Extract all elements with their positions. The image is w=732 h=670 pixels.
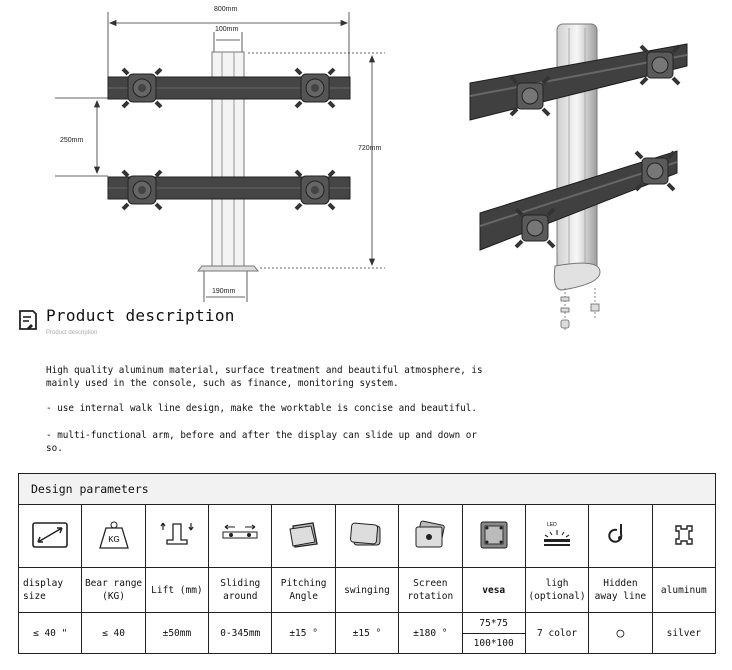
label-display-size: display size [19,568,82,613]
vesa-icon [475,520,513,550]
aluminum-icon [665,520,703,550]
label-pitching: Pitching Angle [272,568,335,613]
label-lift: Lift (mm) [145,568,208,613]
dim-post-width: 100mm [215,26,239,33]
label-hidden-line: Hidden away line [589,568,652,613]
dim-height: 720mm [358,145,382,152]
description-paragraph-3: - multi-functional arm, before and after the display can slide up and down or so. [46,430,477,454]
product-perspective-image [455,8,700,343]
label-swinging: swinging [335,568,398,613]
weight-kg-icon [95,520,133,550]
value-rotation: ±180 ° [399,613,462,654]
value-lift: ±50mm [145,613,208,654]
label-rotation: Screen rotation [399,568,462,613]
description-paragraph-2: - use internal walk line design, make the worktable is concise and beautiful. [46,403,477,414]
table-title: Design parameters [19,474,716,505]
svg-text:LED: LED [547,521,557,528]
section-subtitle: Product description [46,330,98,336]
dim-base-depth: 190mm [212,288,236,295]
dim-width-total: 800mm [214,6,238,13]
value-swinging: ±15 ° [335,613,398,654]
section-title: Product description [46,306,235,325]
value-row [19,613,716,654]
label-bear-range: Bear range (KG) [82,568,145,613]
label-aluminum: aluminum [652,568,715,613]
document-icon [18,309,38,331]
value-bear-range: ≤ 40 [82,613,145,654]
value-light: 7 color [525,613,588,654]
value-vesa [462,613,525,654]
front-view-drawing [0,0,420,305]
value-aluminum: silver [652,613,715,654]
dim-arm-spacing: 250mm [60,137,84,144]
sliding-icon [220,520,260,550]
value-display-size: ≤ 40 " [19,613,82,654]
lift-icon [158,520,196,550]
label-vesa: vesa [462,568,525,613]
swing-icon [348,520,386,550]
rotation-icon [411,520,449,550]
light-icon [538,520,576,550]
value-vesa-100: 100*100 [463,633,525,653]
label-row [19,568,716,613]
label-sliding: Sliding around [209,568,272,613]
value-vesa-75: 75*75 [479,617,508,629]
value-hidden-line: ○ [589,613,652,654]
icon-row [19,505,716,568]
svg-text:KG: KG [107,534,120,544]
pitch-icon [285,520,323,550]
monitor-size-icon [31,520,69,550]
hidden-line-icon [601,520,639,550]
description-paragraph-1: High quality aluminum material, surface treatment and beautiful atmosphere, is mainly used in the console, such as finance, monitoring system. [46,365,483,389]
value-pitching: ±15 ° [272,613,335,654]
label-light: ligh (optional) [525,568,588,613]
value-sliding: 0-345mm [209,613,272,654]
design-parameters-table [18,473,716,654]
